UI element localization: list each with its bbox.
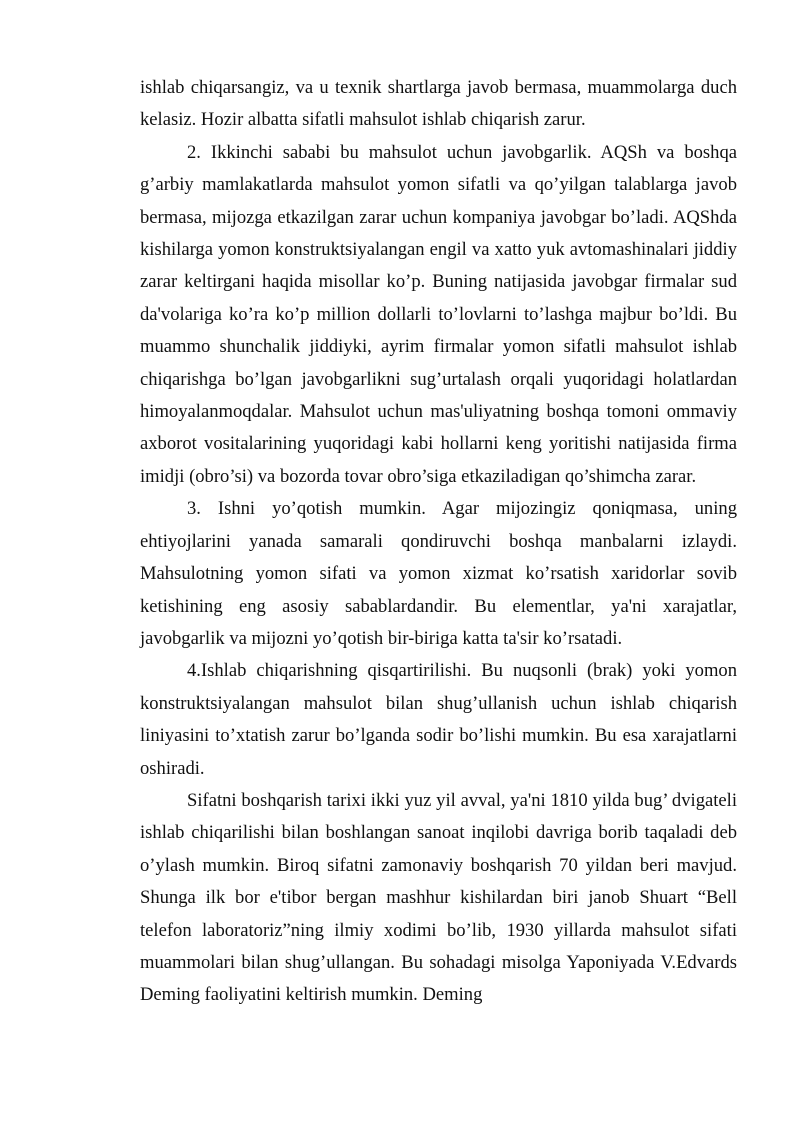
paragraph-production-reduction: 4.Ishlab chiqarishning qisqartirilishi. Bu nuqsonli (brak) yoki yomon konstruktsiyalangan mahsulot bilan shug’ullanish uchun ishlab chiqarish liniyasini to’xtatish zarur bo’lganda sodir bo’lishi mumkin. Bu esa xarajatlarni oshiradi. [140,660,737,779]
paragraph-job-loss: 3. Ishni yo’qotish mumkin. Agar mijozingiz qoniqmasa, uning ehtiyojlarini yanada samarali qondiruvchi boshqa manbalarni izlaydi. Mahsulotning yomon sifati va yomon xizmat ko’rsatish xaridorlar sovib ketishining eng asosiy sabablardandir. Bu elementlar, ya'ni xarajatlar, javobgarlik va mijozni yo’qotish bir-biriga katta ta'sir ko’rsatadi. [140,498,737,649]
paragraph-continuation: ishlab chiqarsangiz, va u texnik shartlarga javob bermasa, muammolarga duch kelasiz. Hozir albatta sifatli mahsulot ishlab chiqarish zarur. [140,77,737,131]
paragraph-quality-history: Sifatni boshqarish tarixi ikki yuz yil avval, ya'ni 1810 yilda bug’ dvigateli ishlab chiqarilishi bilan boshlangan sanoat inqilobi davriga borib taqaladi deb o’ylash mumkin. Biroq sifatni zamonaviy boshqarish 70 yildan beri mavjud. Shunga ilk bor e'tibor bergan mashhur kishilardan biri janob Shuart “Bell telefon laboratoriz”ning ilmiy xodimi bo’lib, 1930 yillarda mahsulot sifati muammolari bilan shug’ullangan. Bu sohadagi misolga Yaponiyada V.Edvards Deming faoliyatini keltirish mumkin. Deming [140,789,737,1006]
document-body [140,72,737,1012]
paragraph-liability: 2. Ikkinchi sababi bu mahsulot uchun javobgarlik. AQSh va boshqa g’arbiy mamlakatlarda mahsulot yomon sifatli va qo’yilgan talablarga javob bermasa, mijozga etkazilgan zarar uchun kompaniya javobgar bo’ladi. AQShda kishilarga yomon konstruktsiyalangan engil va xatto yuk avtomashinalari jiddiy zarar keltirgani haqida misollar ko’p. Buning natijasida javobgar firmalar sud da'volariga ko’ra ko’p million dollarli to’lovlarni to’lashga majbur bo’ldi. Bu muammo shunchalik jiddiyki, ayrim firmalar yomon sifatli mahsulot ishlab chiqarishga bo’lgan javobgarlikni sug’urtalash orqali yuqoridagi holatlardan himoyalanmoqdalar. Mahsulot uchun mas'uliyatning boshqa tomoni ommaviy axborot vositalarining yuqoridagi kabi hollarni keng yoritishi natijasida firma imidji (obro’si) va bozorda tovar obro’siga etkaziladigan qo’shimcha zarar. [140,141,737,487]
